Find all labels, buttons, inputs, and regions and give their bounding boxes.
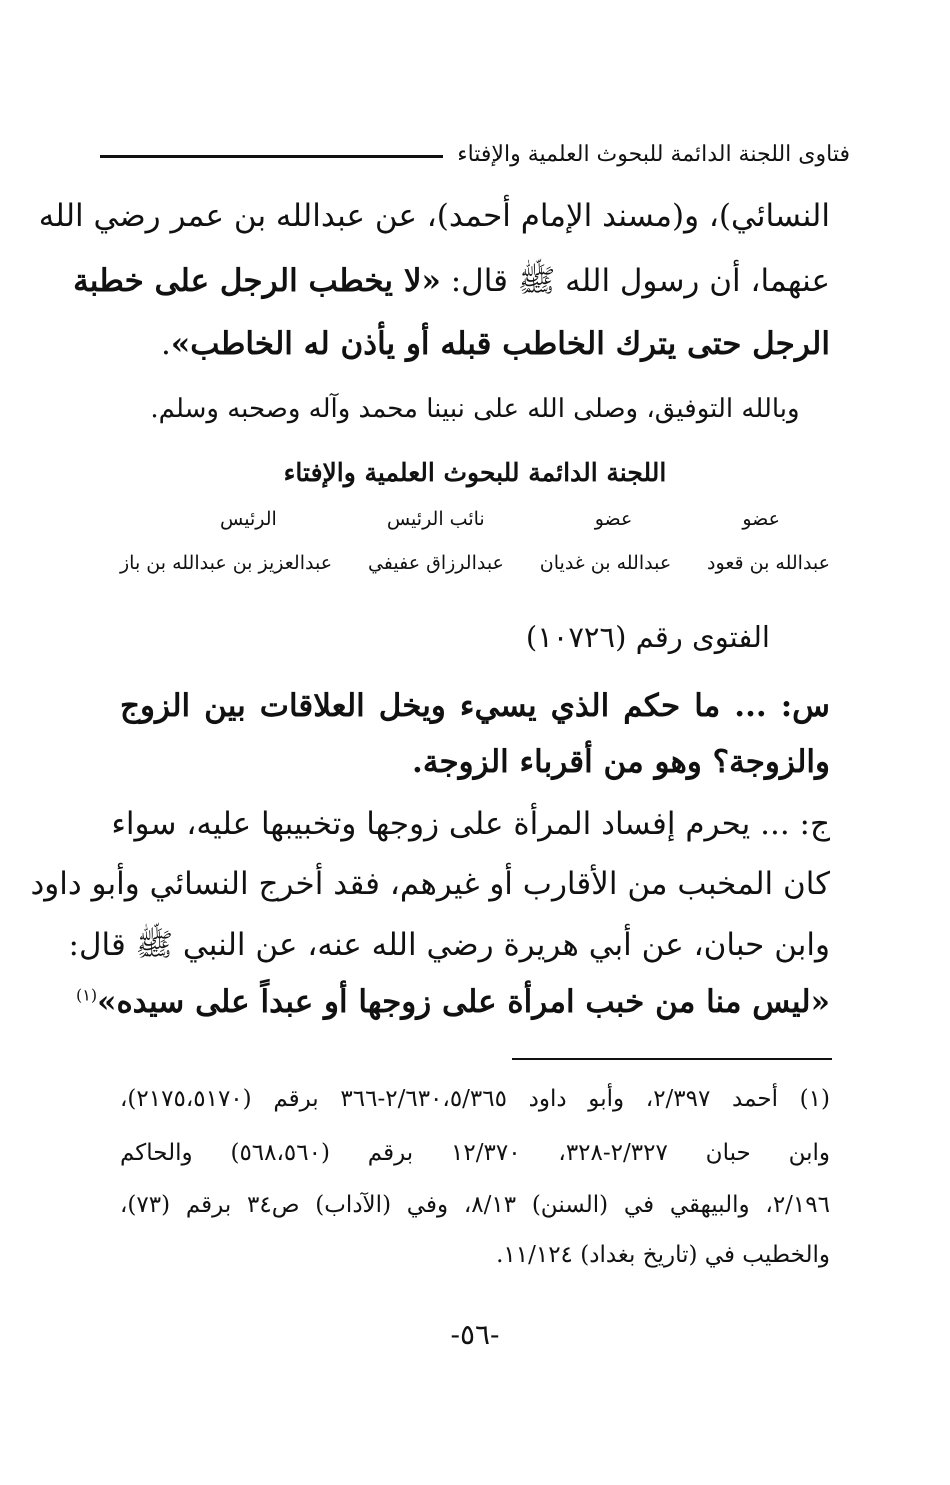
- header-rule: [100, 155, 443, 158]
- continuation-line-1: النسائي)، و(مسند الإمام أحمد)، عن عبدالله بن عمر رضي الله: [38, 198, 830, 234]
- answer-line-2: كان المخبب من الأقارب أو غيرهم، فقد أخرج النسائي وأبو داود: [30, 866, 830, 902]
- footnote-marker: (١): [75, 985, 98, 1005]
- answer-line-1: ج: ... يحرم إفساد المرأة على زوجها وتخبيبها عليه، سواء: [111, 806, 830, 842]
- answer-line-4: [75, 984, 830, 1020]
- footnote-line-2: وابن حبان ٢/٣٢٧-٣٢٨، ١٢/٣٧٠ برقم (٥٦٨،٥٦٠) والحاكم: [120, 1140, 830, 1166]
- footnote-line-1: (١) أحمد ٢/٣٩٧، وأبو داود ٢/٦٣٠،٥/٣٦٥-٣٦٦ برقم (٢١٧٥،٥١٧٠)،: [120, 1086, 830, 1112]
- question-line-1: س: ... ما حكم الذي يسيء ويخل العلاقات بين الزوج: [120, 688, 830, 724]
- member-name-3: عبدالرزاق عفيفي: [367, 552, 504, 574]
- header-title: فتاوى اللجنة الدائمة للبحوث العلمية والإفتاء: [457, 141, 850, 167]
- answer-line-3: وابن حبان، عن أبي هريرة رضي الله عنه، عن النبي ﷺ قال:: [68, 927, 830, 963]
- member-name-4: عبدالعزيز بن عبدالله بن باز: [120, 552, 333, 574]
- member-name-2: عبدالله بن غديان: [539, 552, 672, 574]
- signature-roles: [120, 508, 830, 530]
- continuation-line-2: [73, 262, 830, 307]
- closing-statement: وبالله التوفيق، وصلى الله على نبينا محمد وآله وصحبه وسلم.: [150, 394, 800, 424]
- member-name-1: عبدالله بن قعود: [707, 552, 830, 574]
- role-president: الرئيس: [220, 508, 277, 530]
- page-number: -٥٦-: [450, 1318, 500, 1351]
- question-line-2: والزوجة؟ وهو من أقرباء الزوجة.: [412, 744, 830, 780]
- running-header: [100, 134, 850, 174]
- footnote-divider: [512, 1058, 832, 1060]
- fatwa-number: الفتوى رقم (١٠٧٢٦): [525, 620, 770, 654]
- continuation-line-3: [120, 326, 830, 362]
- sentence-end: .: [161, 326, 171, 362]
- hadith-quote-start: «لا يخطب الرجل على خطبة: [73, 263, 441, 299]
- role-member-1: عضو: [742, 508, 780, 530]
- footnote-line-3: ٢/١٩٦، والبيهقي في (السنن) ٨/١٣، وفي (الآداب) ص٣٤ برقم (٧٣)،: [120, 1192, 830, 1218]
- footnote-line-4: والخطيب في (تاريخ بغداد) ١١/١٢٤.: [496, 1242, 830, 1268]
- role-vice-president: نائب الرئيس: [386, 508, 485, 530]
- signature-names: [120, 552, 830, 574]
- hadith-quote-end: الرجل حتى يترك الخاطب قبله أو يأذن له الخاطب»: [170, 326, 830, 362]
- hadith-quote-2: «ليس منا من خبب امرأة على زوجها أو عبداً على سيده»: [97, 984, 830, 1020]
- continuation-line-2-text: عنهما، أن رسول الله ﷺ قال:: [440, 263, 830, 299]
- committee-name: اللجنة الدائمة للبحوث العلمية والإفتاء: [283, 458, 667, 487]
- role-member-2: عضو: [594, 508, 633, 530]
